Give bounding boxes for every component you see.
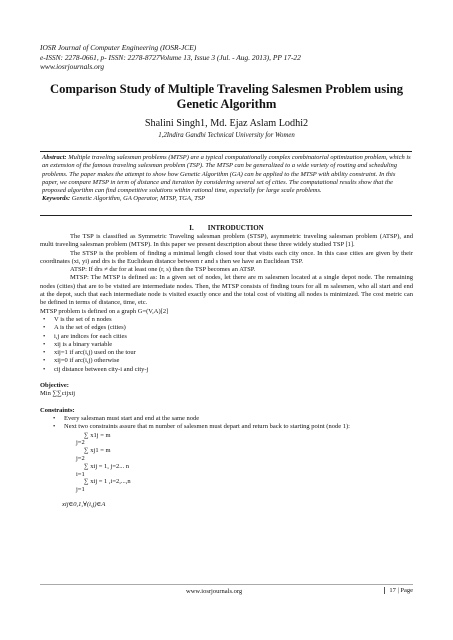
paragraph: MTSP: The MTSP is defined as: In a given set of nodes, let there are m salesmen located at a single depot node. The remaining nodes (cities) that are to be visited are intermediate nodes. Then, the MTSP consists of finding tours for all m salesmen, who all start and end at the depot, such that each intermediate node is visited exactly once and the total cost of visiting all nodes is minimized. The cost metric can be defined in terms of distance, time, etc. [40,274,413,307]
footer-divider [40,584,413,585]
section-title: INTRODUCTION [207,224,264,232]
formula-line: j=2 [76,439,85,447]
list-item: • V is the set of n nodes [40,316,413,324]
keywords: Genetic Algorithm, GA Operator, MTSP, TGA, TSP [71,195,206,203]
formula-line: ∑ x1j = m [84,431,111,439]
formula-line: ∑ xij = 1 ,i=2,...,n [84,478,131,486]
affiliation: 1,2Indira Gandhi Technical University for Women [158,132,295,139]
formula-line: j=2 [76,454,85,462]
section-heading [30,224,423,232]
abstract-box [40,151,412,216]
list-item: • i,j are indices for each cities [40,333,413,341]
list-item: • A is the set of edges (cities) [40,324,413,332]
list-item: • xij=0 if arc(i,j) otherwise [40,357,413,365]
list-item: • xij is a binary variable [40,341,413,349]
list-item: • Next two constraints assure that m number of salesmen must depart and return back to starting point (node 1): [50,423,413,431]
definition-list [40,316,413,374]
constraint-list [40,415,413,432]
binary-constraint: xij∈0,1,∀(i,j)∈A [62,500,106,508]
section-number: I. [189,224,194,232]
formula-line: ∑ xij = 1, j=2... n [84,462,130,470]
abstract-label: Abstract: [42,154,67,161]
paper-title [30,82,423,112]
body-text [40,233,413,509]
title-line-2: Genetic Algorithm [176,97,277,111]
objective-label: Objective: [40,382,69,390]
journal-header [40,43,301,72]
keywords-label: Keywords: [42,195,71,203]
formula-line: ∑ xj1 = m [84,447,111,455]
journal-url[interactable]: www.iosrjournals.org [40,62,105,72]
paragraph: The TSP is classified as Symmetric Traveling salesman problem (STSP), asymmetric traveling salesman problem (ATSP), and multi traveling salesman problem (MTSP). In this paper we present description about these three widely studied TSP [1]. [40,233,413,249]
list-item: • cij distance between city-i and city-j [40,366,413,374]
journal-name: IOSR Journal of Computer Engineering (IOSR-JCE) [40,43,197,52]
title-line-1: Comparison Study of Multiple Traveling Salesmen Problem using [49,82,403,96]
graph-intro: MTSP problem is defined on a graph G=(V,A)[2] [40,307,169,315]
formula-line: i=1 [76,470,85,478]
page-number: 17 | Page [384,587,413,594]
abstract-text: Multiple traveling salesman problems (MTSP) are a typical computationally complex combinatorial optimization problem, which is an extension of the famous traveling salesman problem (TSP). The MTSP can be generalized to a wide variety of routing and scheduling problems. The paper makes the attempt to show how Genetic Algorithm (GA) can be applied to the MTSP with ability constraint. In this paper, we compare MTSP in term of distance and iteration by considering several set of cities. The computational results show that the proposed algorithm can find competitive solutions within rational time, especially for large scale problems. [42,154,411,195]
list-item: • Every salesman must start and end at the same node [50,415,413,423]
paragraph: ATSP: If drs ≠ dsr for at least one (r, s) then the TSP becomes an ATSP. [70,266,256,274]
list-item: • xij=1 if arc(i,j) used on the tour [40,349,413,357]
objective: Min ∑∑cijxij [40,390,76,398]
footer-url[interactable]: www.iosrjournals.org [186,588,243,595]
paragraph: The STSP is the problem of finding a minimal length closed tour that visits each city once. In this case cities are given by their coordinates (xi, yi) and drs is the Euclidean distance between r and s then we have an Euclidean TSP. [40,249,413,265]
journal-issn: e-ISSN: 2278-0661, p- ISSN: 2278-8727Volume 13, Issue 3 (Jul. - Aug. 2013), PP 17-22 [40,52,301,62]
formula-block [40,432,413,494]
constraints-label: Constraints: [40,406,75,414]
formula-line: j=1 [76,486,85,494]
authors: Shalini Singh1, Md. Ejaz Aslam Lodhi2 [144,118,309,129]
